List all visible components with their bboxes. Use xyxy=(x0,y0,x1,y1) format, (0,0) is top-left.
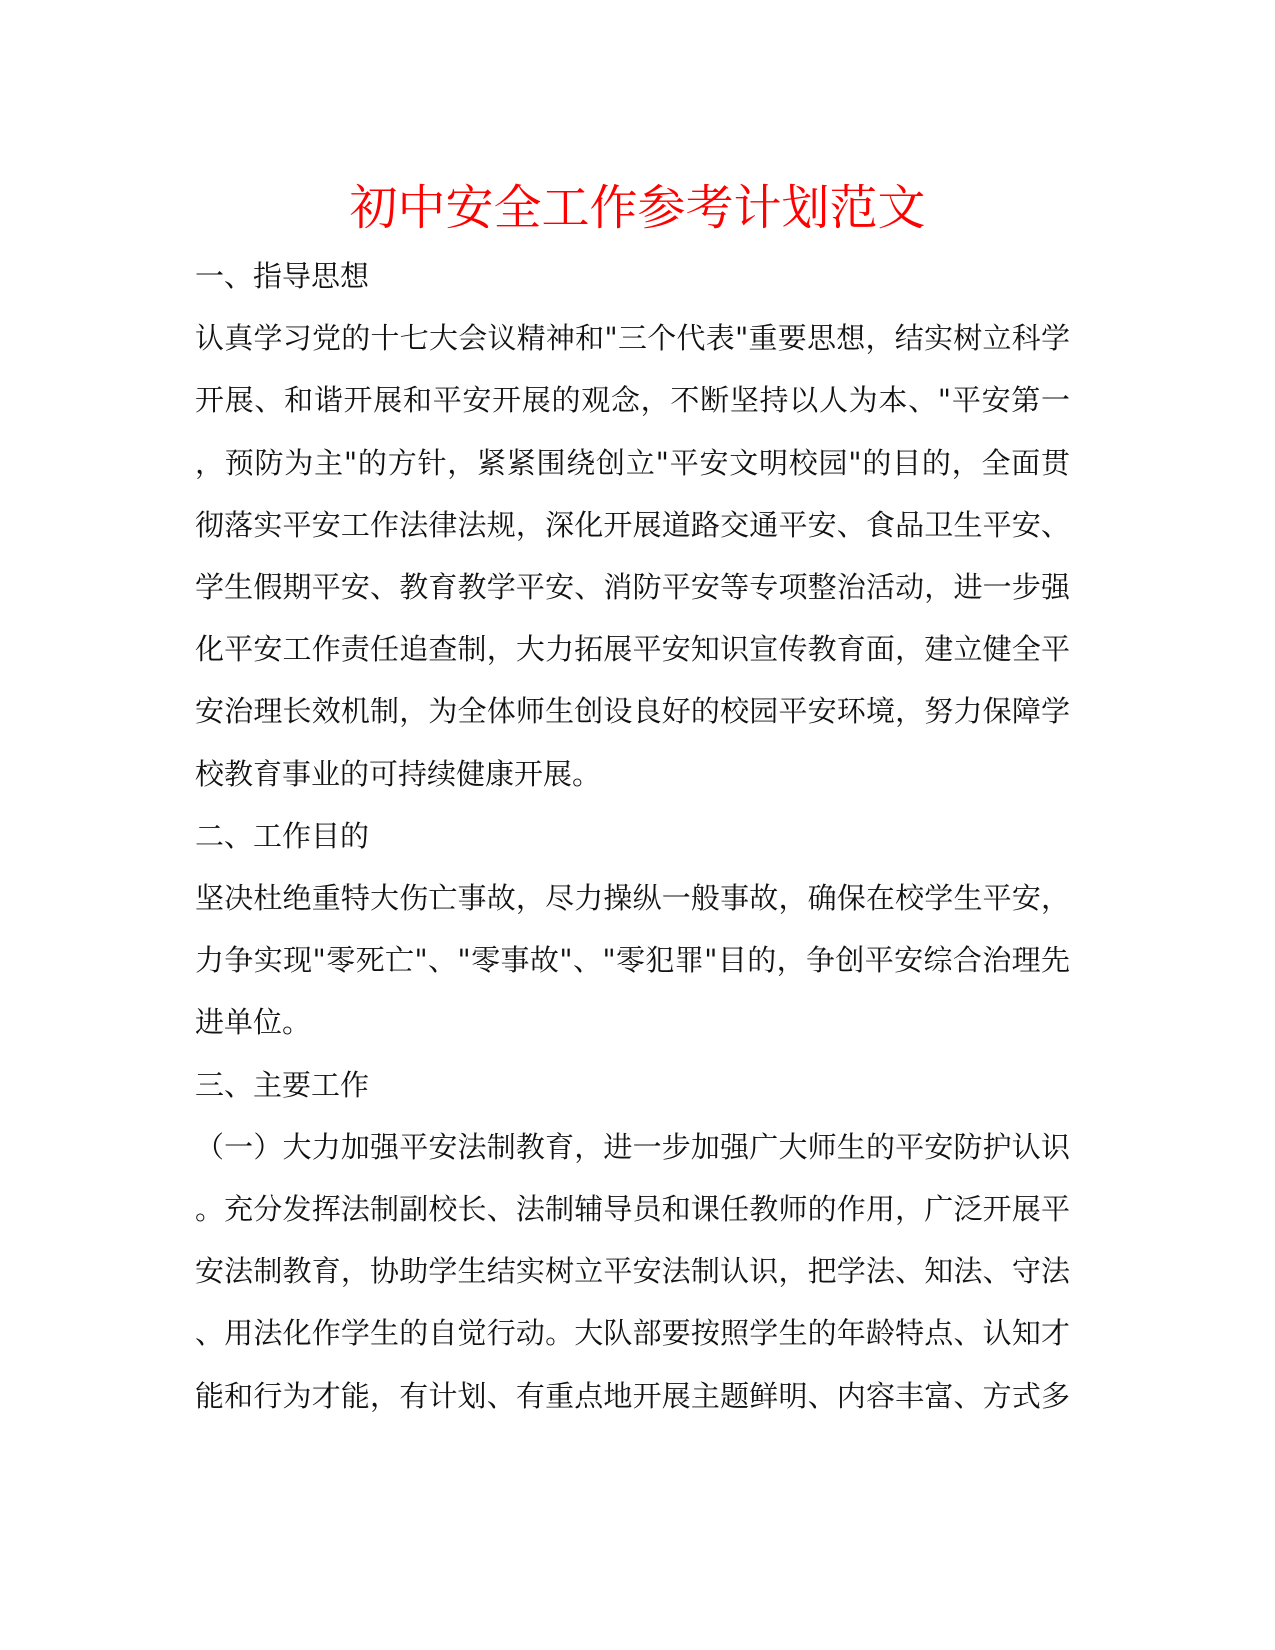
text-line: ，预防为主"的方针，紧紧围绕创立"平安文明校园"的目的，全面贯 xyxy=(195,446,1070,480)
document-title: 初中安全工作参考计划范文 xyxy=(349,180,926,236)
text-line: 一、指导思想 xyxy=(195,259,370,293)
text-line: 认真学习党的十七大会议精神和"三个代表"重要思想，结实树立科学 xyxy=(195,321,1070,355)
text-line: 。充分发挥法制副校长、法制辅导员和课任教师的作用，广泛开展平 xyxy=(195,1192,1070,1226)
text-line: 力争实现"零死亡"、"零事故"、"零犯罪"目的，争创平安综合治理先 xyxy=(195,943,1070,977)
text-line: 学生假期平安、教育教学平安、消防平安等专项整治活动，进一步强 xyxy=(195,570,1070,604)
text-line: 、用法化作学生的自觉行动。大队部要按照学生的年龄特点、认知才 xyxy=(195,1316,1070,1350)
text-line: 安治理长效机制，为全体师生创设良好的校园平安环境，努力保障学 xyxy=(195,694,1070,728)
text-line: 彻落实平安工作法律法规，深化开展道路交通平安、食品卫生平安、 xyxy=(195,508,1070,542)
text-line: 三、主要工作 xyxy=(195,1068,370,1102)
text-line: 坚决杜绝重特大伤亡事故，尽力操纵一般事故，确保在校学生平安， xyxy=(195,881,1070,915)
text-line: 进单位。 xyxy=(195,1005,312,1039)
text-line: 能和行为才能，有计划、有重点地开展主题鲜明、内容丰富、方式多 xyxy=(195,1379,1070,1413)
text-line: 安法制教育，协助学生结实树立平安法制认识，把学法、知法、守法 xyxy=(195,1254,1070,1288)
text-line: 化平安工作责任追查制，大力拓展平安知识宣传教育面，建立健全平 xyxy=(195,632,1070,666)
text-line: 二、工作目的 xyxy=(195,819,370,853)
text-line: 校教育事业的可持续健康开展。 xyxy=(195,757,602,791)
text-line: 开展、和谐开展和平安开展的观念，不断坚持以人为本、"平安第一 xyxy=(195,383,1070,417)
text-line: （一）大力加强平安法制教育，进一步加强广大师生的平安防护认识 xyxy=(195,1130,1070,1164)
